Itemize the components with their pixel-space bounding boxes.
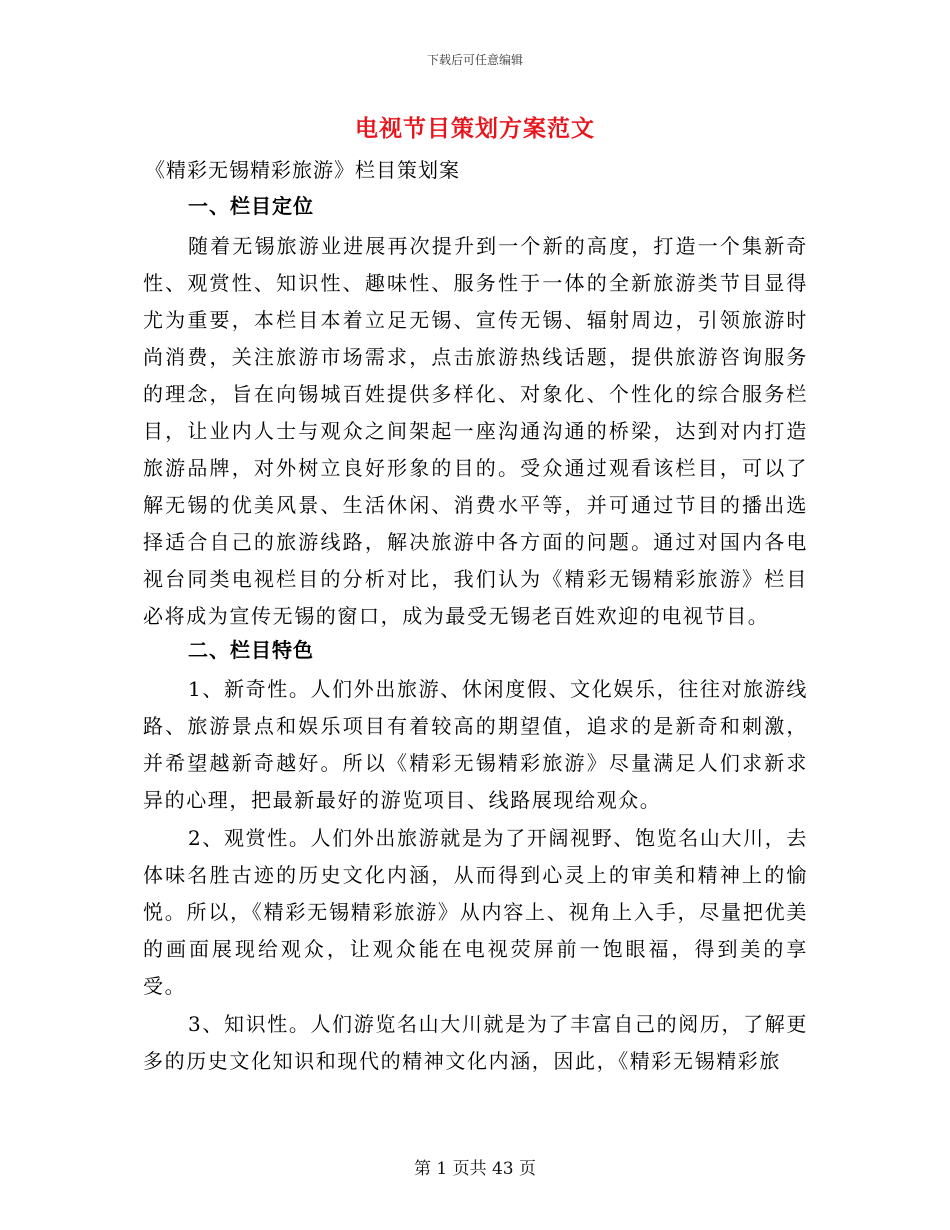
document-title: 电视节目策划方案范文 [355, 115, 595, 142]
section-heading-features: 二、栏目特色 [188, 638, 314, 662]
paragraph-feature-novelty: 1、新奇性。人们外出旅游、休闲度假、文化娱乐，往往对旅游线路、旅游景点和娱乐项目有着较高的期望值，追求的是新奇和刺激，并希望越新奇越好。所以《精彩无锡精彩旅游》尽量满足人们求新求异的心理，把最新最好的游览项目、线路展现给观众。 [143, 677, 808, 812]
paragraph-feature-knowledge: 3、知识性。人们游览名山大川就是为了丰富自己的阅历，了解更多的历史文化知识和现代的精神文化内涵，因此，《精彩无锡精彩旅 [143, 1012, 808, 1073]
header-note: 下载后可任意编辑 [426, 53, 523, 67]
paragraph-feature-viewing: 2、观赏性。人们外出旅游就是为了开阔视野、饱览名山大川，去体味名胜古迹的历史文化内涵，从而得到心灵上的审美和精神上的愉悦。所以，《精彩无锡精彩旅游》从内容上、视角上入手，尽量把优美的画面展现给观众，让观众能在电视荧屏前一饱眼福，得到美的享受。 [143, 826, 808, 998]
page-number: 第 1 页共 43 页 [413, 1159, 537, 1179]
document-subtitle: 《精彩无锡精彩旅游》栏目策划案 [145, 158, 460, 182]
paragraph-positioning: 随着无锡旅游业进展再次提升到一个新的高度，打造一个集新奇性、观赏性、知识性、趣味性、服务性于一体的全新旅游类节目显得尤为重要，本栏目本着立足无锡、宣传无锡、辐射周边，引领旅游时尚消费，关注旅游市场需求，点击旅游热线话题，提供旅游咨询服务的理念，旨在向锡城百姓提供多样化、对象化、个性化的综合服务栏目，让业内人士与观众之间架起一座沟通沟通的桥梁，达到对内打造旅游品牌，对外树立良好形象的目的。受众通过观看该栏目，可以了解无锡的优美风景、生活休闲、消费水平等，并可通过节目的播出选择适合自己的旅游线路，解决旅游中各方面的问题。通过对国内各电视台同类电视栏目的分析对比，我们认为《精彩无锡精彩旅游》栏目必将成为宣传无锡的窗口，成为最受无锡老百姓欢迎的电视节目。 [143, 234, 808, 628]
section-heading-positioning: 一、栏目定位 [188, 194, 314, 218]
